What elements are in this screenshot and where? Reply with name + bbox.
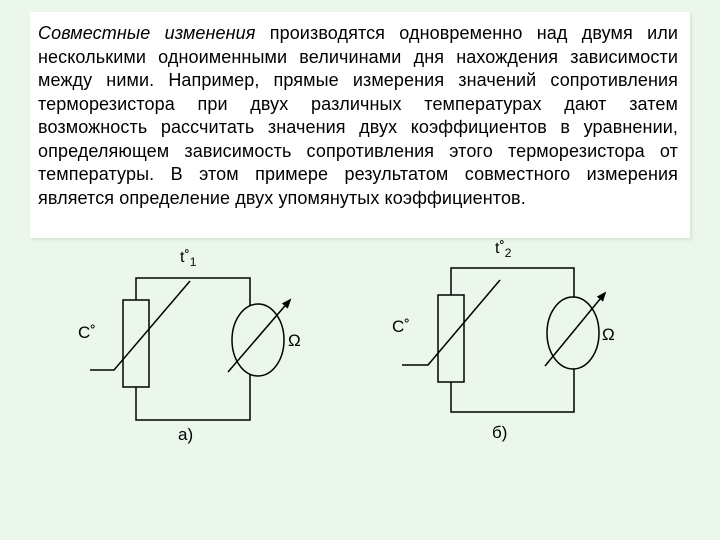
circuit-a [78, 249, 301, 444]
circuit-b-temperature-label: $t˚_2$ [495, 240, 512, 260]
circuit-b-caption: б) [492, 423, 508, 442]
circuit-a-ohmmeter [232, 304, 284, 376]
circuit-b-ohm-label: Ω [602, 325, 615, 344]
circuit-b [392, 240, 615, 442]
term-joint-measurements: Совместные изменения [38, 23, 256, 43]
circuit-a-ohm-label: Ω [288, 331, 301, 350]
circuit-a-temperature-label: $t˚_1$ [180, 249, 197, 269]
circuit-a-thermistor-slash [90, 281, 190, 370]
circuit-a-caption: а) [178, 425, 194, 444]
circuit-a-unit-label: C˚ [78, 323, 96, 342]
circuit-b-unit-label: C˚ [392, 317, 410, 336]
paragraph-body: производятся одновременно над двумя или несколькими одноименными величинами дня нахождения зависимости между ними. Например, прямые измерения значений сопротивления терморезистора при двух различных температурах дают затем возможность рассчитать значения двух коэффициентов в уравнении, определяющем зависимость сопротивления этого терморезистора от температуры. В этом примере результатом совместного измерения является определение двух упомянутых коэффициентов. [38, 23, 678, 208]
